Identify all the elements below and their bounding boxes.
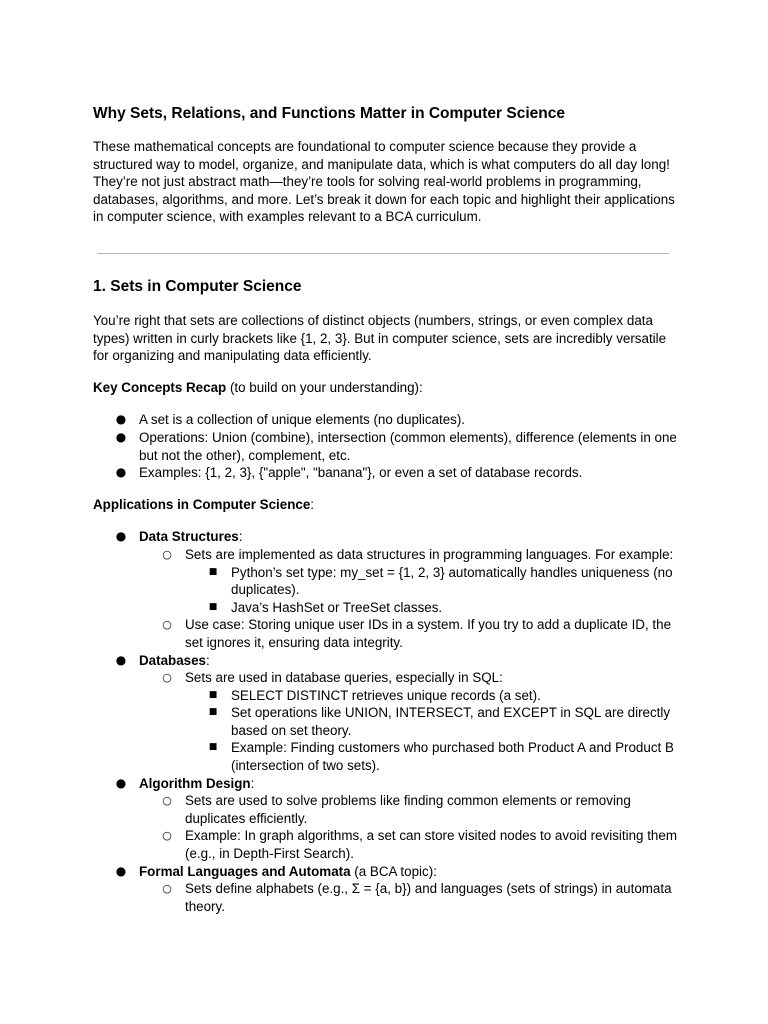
circle-bullet-icon: ○ bbox=[162, 882, 172, 896]
application-suffix: (a BCA topic): bbox=[350, 863, 437, 879]
application-algorithm-design bbox=[93, 775, 678, 863]
application-data-structures bbox=[93, 528, 678, 651]
bullet-icon: ● bbox=[115, 465, 127, 480]
application-databases bbox=[93, 652, 678, 775]
circle-bullet-icon: ○ bbox=[162, 547, 172, 561]
recap-heading-bold: Key Concepts Recap bbox=[93, 380, 227, 396]
application-title: Algorithm Design bbox=[139, 775, 251, 791]
application-sublist bbox=[139, 880, 678, 915]
applications-heading-rest: : bbox=[310, 497, 314, 513]
bullet-icon: ● bbox=[115, 429, 127, 444]
list-item-text: Use case: Storing unique user IDs in a system. If you try to add a duplicate ID, the set ignores it, ensuring data integrity. bbox=[185, 617, 672, 650]
application-formal-languages bbox=[93, 863, 678, 916]
application-subsublist bbox=[185, 687, 678, 775]
recap-heading-rest: (to build on your understanding): bbox=[226, 380, 423, 396]
bullet-icon: ● bbox=[115, 775, 127, 790]
square-bullet-icon: ■ bbox=[208, 566, 218, 577]
list-item-text: Sets define alphabets (e.g., Σ = {a, b}) and languages (sets of strings) in automata theory. bbox=[185, 881, 672, 914]
application-suffix: : bbox=[238, 529, 243, 545]
bullet-icon: ● bbox=[115, 863, 127, 878]
recap-item-operations bbox=[93, 429, 678, 464]
recap-list bbox=[93, 411, 678, 481]
list-item-text: Sets are used in database queries, especially in SQL: bbox=[185, 670, 503, 686]
square-bullet-icon: ■ bbox=[208, 707, 218, 718]
list-item-text: Sets are implemented as data structures in programming languages. For example: bbox=[185, 546, 674, 562]
list-item bbox=[185, 564, 678, 599]
list-item bbox=[185, 739, 678, 774]
list-item-text: Sets are used to solve problems like finding common elements or removing duplicates efficiently. bbox=[185, 793, 631, 826]
application-sublist bbox=[139, 546, 678, 652]
recap-heading bbox=[93, 379, 678, 397]
recap-item-text: Examples: {1, 2, 3}, {"apple", "banana"}, or even a set of database records. bbox=[139, 465, 583, 481]
sets-intro-paragraph: You’re right that sets are collections of distinct objects (numbers, strings, or even complex data types) written in curly brackets like {1, 2, 3}. But in computer science, sets are incredibly versatile for organizing and manipulating data efficiently. bbox=[93, 313, 667, 364]
recap-item-unique bbox=[93, 411, 678, 429]
application-title: Formal Languages and Automata bbox=[139, 863, 351, 879]
section-heading-sets: 1. Sets in Computer Science bbox=[93, 278, 302, 295]
list-item bbox=[139, 546, 678, 616]
bullet-icon: ● bbox=[115, 412, 127, 427]
square-bullet-icon: ■ bbox=[208, 601, 218, 612]
list-item bbox=[139, 792, 678, 827]
document-title: Why Sets, Relations, and Functions Matter in Computer Science bbox=[93, 105, 565, 122]
application-title: Databases bbox=[139, 652, 206, 668]
recap-item-text: A set is a collection of unique elements (no duplicates). bbox=[139, 412, 466, 428]
application-subsublist bbox=[185, 564, 678, 617]
application-sublist bbox=[139, 669, 678, 775]
list-item bbox=[139, 827, 678, 862]
list-item-text: Java’s HashSet or TreeSet classes. bbox=[231, 599, 443, 615]
list-item bbox=[139, 616, 678, 651]
list-item-text: SELECT DISTINCT retrieves unique records (a set). bbox=[231, 687, 541, 703]
list-item-text: Python’s set type: my_set = {1, 2, 3} automatically handles uniqueness (no duplicates). bbox=[231, 564, 673, 598]
section-body-sets bbox=[93, 312, 678, 930]
section-divider bbox=[97, 253, 669, 254]
application-sublist bbox=[139, 792, 678, 862]
list-item bbox=[185, 687, 678, 705]
applications-list bbox=[93, 528, 678, 915]
recap-item-examples bbox=[93, 464, 678, 482]
intro-paragraph: These mathematical concepts are foundational to computer science because they provide a structured way to model, organize, and manipulate data, which is what computers do all day long! They’re not just abstract math—they’re tools for solving real-world problems in programming, databases, algorithms, and more. Let’s break it down for each topic and highlight their applications in computer science, with examples relevant to a BCA curriculum. bbox=[93, 139, 675, 225]
applications-heading-bold: Applications in Computer Science bbox=[93, 497, 311, 513]
square-bullet-icon: ■ bbox=[208, 742, 218, 753]
application-suffix: : bbox=[206, 652, 210, 668]
circle-bullet-icon: ○ bbox=[162, 794, 172, 808]
list-item bbox=[185, 599, 678, 617]
circle-bullet-icon: ○ bbox=[162, 618, 172, 632]
square-bullet-icon: ■ bbox=[208, 689, 218, 700]
list-item-text: Set operations like UNION, INTERSECT, and EXCEPT in SQL are directly based on set theory. bbox=[231, 705, 671, 738]
list-item bbox=[139, 669, 678, 775]
applications-heading bbox=[93, 496, 678, 514]
recap-item-text: Operations: Union (combine), intersection (common elements), difference (elements in one but not the other), complement, etc. bbox=[139, 429, 677, 463]
list-item bbox=[185, 704, 678, 739]
list-item-text: Example: Finding customers who purchased both Product A and Product B (intersection of two sets). bbox=[231, 740, 674, 774]
circle-bullet-icon: ○ bbox=[162, 829, 172, 843]
bullet-icon: ● bbox=[115, 529, 127, 544]
bullet-icon: ● bbox=[115, 652, 127, 667]
application-suffix: : bbox=[250, 775, 255, 791]
application-title: Data Structures bbox=[139, 529, 239, 545]
circle-bullet-icon: ○ bbox=[162, 671, 172, 685]
list-item bbox=[139, 880, 678, 915]
list-item-text: Example: In graph algorithms, a set can store visited nodes to avoid revisiting them (e.g., in Depth-First Search). bbox=[185, 828, 677, 862]
